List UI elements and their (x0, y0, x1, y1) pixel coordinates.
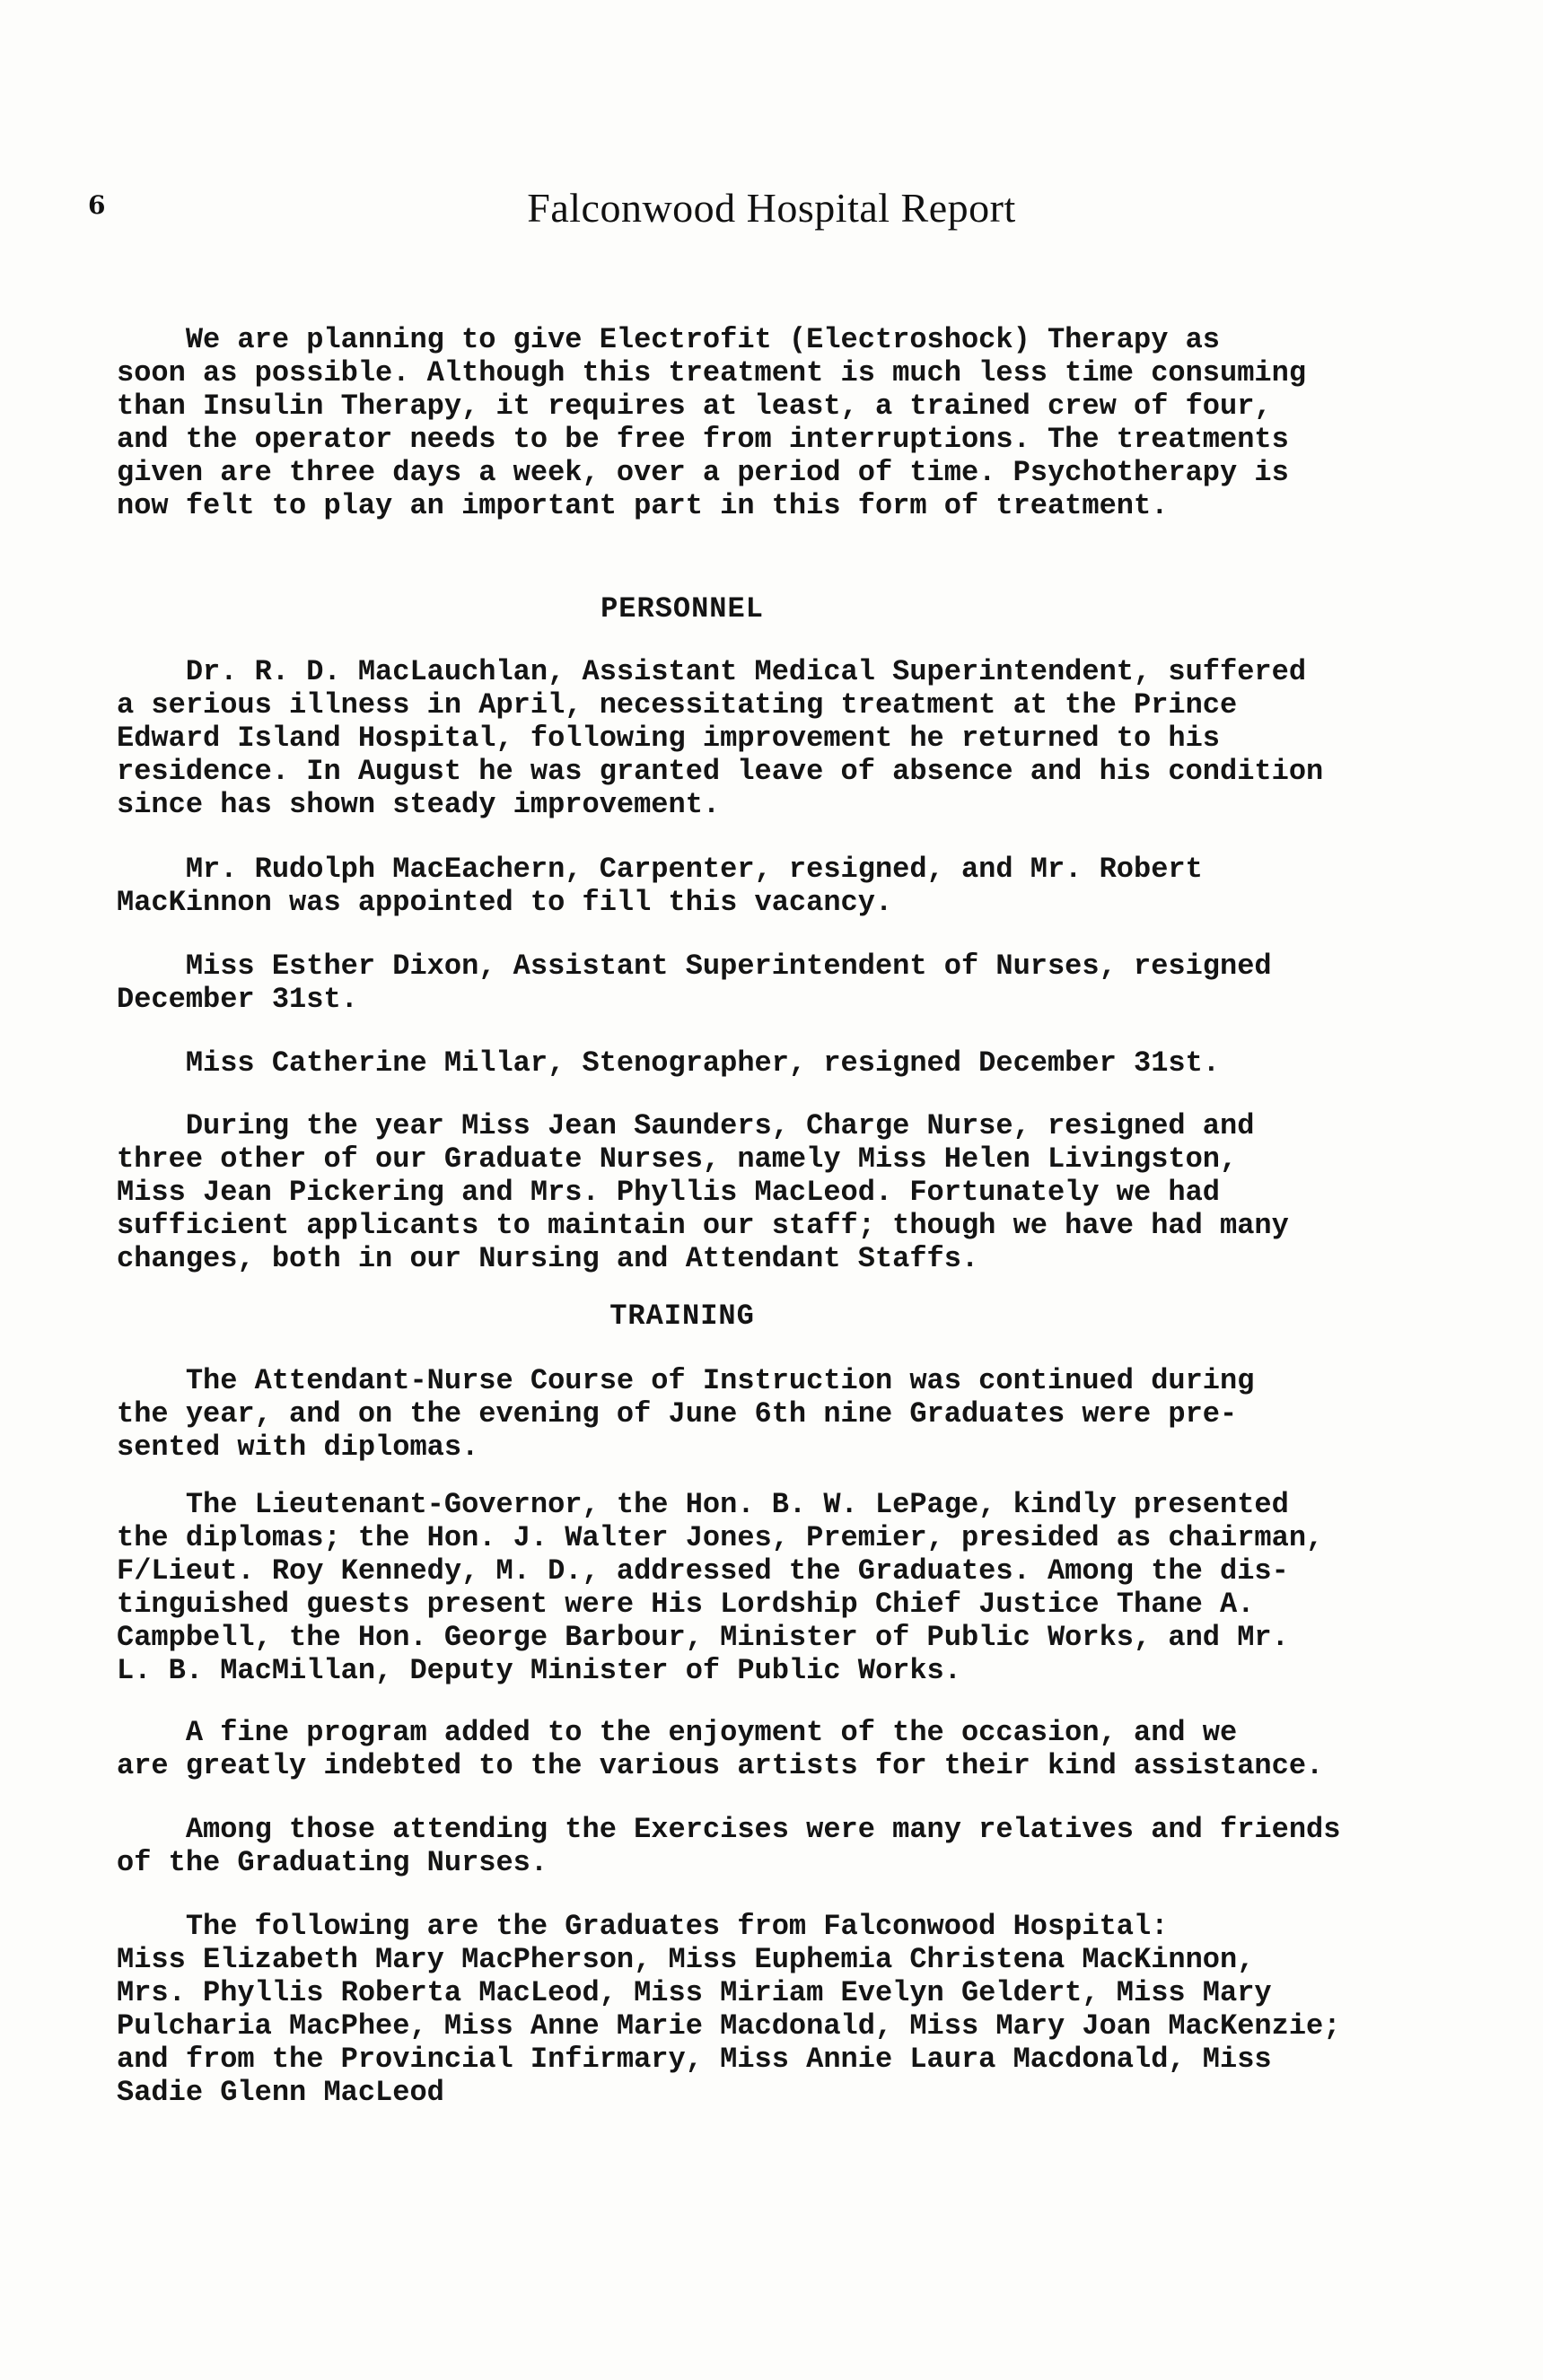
paragraph-attending: Among those attending the Exercises were many relatives and friends of the Graduating Nurses. (117, 1813, 1341, 1879)
paragraph-program: A fine program added to the enjoyment of the occasion, and we are greatly indebted to the various artists for their kind assistance. (117, 1716, 1324, 1782)
paragraph-graduates: The following are the Graduates from Falconwood Hospital: Miss Elizabeth Mary MacPherson, Miss Euphemia Christena MacKinnon, Mrs. Phyllis Roberta MacLeod, Miss Miriam Evelyn Geldert, Miss Mary Pulcharia MacPhee, Miss Anne Marie Macdonald, Miss Mary Joan MacKenzie; and from the Provincial Infirmary, Miss Annie Laura Macdonald, Miss Sadie Glenn MacLeod (117, 1910, 1341, 2109)
paragraph-electrofit: We are planning to give Electrofit (Electroshock) Therapy as soon as possible. Although this treatment is much less time consuming than Insulin Therapy, it requires at least, a trained crew of four, and the operator needs to be free from interruptions. The treatments given are three days a week, over a period of time. Psychotherapy is now felt to play an important part in this form of treatment. (117, 323, 1307, 522)
page-number: 6 (88, 190, 106, 220)
paragraph-millar: Miss Catherine Millar, Stenographer, resigned December 31st. (117, 1046, 1220, 1080)
paragraph-maclauchlan: Dr. R. D. MacLauchlan, Assistant Medical Superintendent, suffered a serious illness in April, necessitating treatment at the Prince Edward Island Hospital, following improvement he returned to his residence. In August he was granted leave of absence and his condition since has shown steady improvement. (117, 655, 1324, 821)
paragraph-dixon: Miss Esther Dixon, Assistant Superintendent of Nurses, resigned December 31st. (117, 949, 1272, 1016)
paragraph-maceachern: Mr. Rudolph MacEachern, Carpenter, resigned, and Mr. Robert MacKinnon was appointed to fill this vacancy. (117, 853, 1203, 919)
paragraph-course: The Attendant-Nurse Course of Instruction was continued during the year, and on the evening of June 6th nine Graduates were pre- sented with diplomas. (117, 1364, 1255, 1464)
running-title: Falconwood Hospital Report (527, 185, 1016, 231)
section-heading-personnel: PERSONNEL (601, 592, 764, 626)
paragraph-saunders: During the year Miss Jean Saunders, Charge Nurse, resigned and three other of our Graduate Nurses, namely Miss Helen Livingston, Miss Jean Pickering and Mrs. Phyllis MacLeod. Fortunately we had sufficient applicants to maintain our staff; though we have had many changes, both in our Nursing and Attendant Staffs. (117, 1109, 1289, 1275)
section-heading-training: TRAINING (609, 1299, 755, 1333)
paragraph-lieutenant: The Lieutenant-Governor, the Hon. B. W. LePage, kindly presented the diplomas; the Hon. J. Walter Jones, Premier, presided as chairman, F/Lieut. Roy Kennedy, M. D., addressed the Graduates. Among the dis- tinguished guests present were His Lordship Chief Justice Thane A. Campbell, the Hon. George Barbour, Minister of Public Works, and Mr. L. B. MacMillan, Deputy Minister of Public Works. (117, 1488, 1324, 1687)
